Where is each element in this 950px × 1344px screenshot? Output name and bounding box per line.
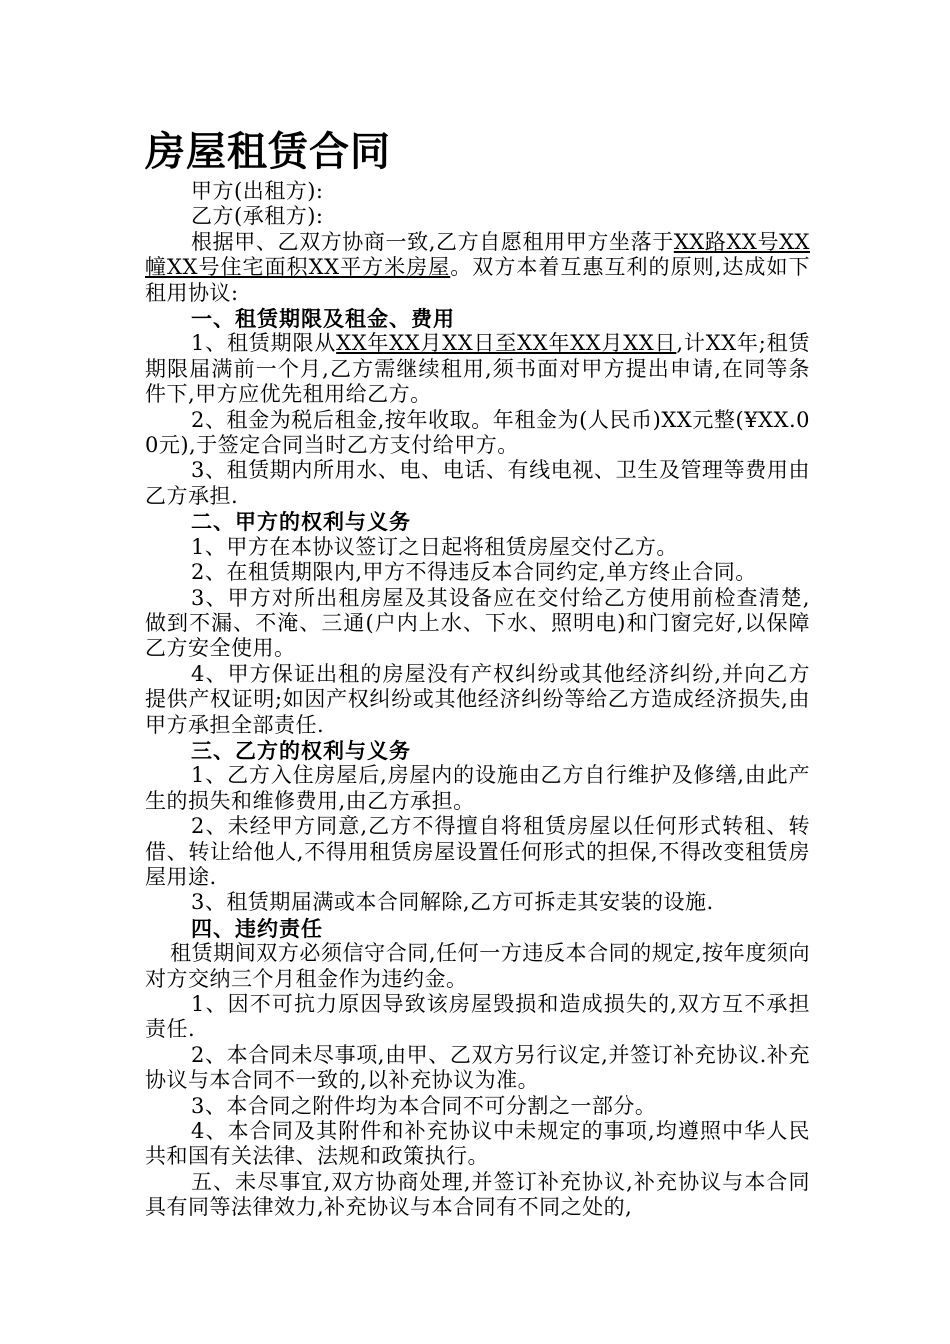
clause-3-2: 2、未经甲方同意,乙方不得擅自将租赁房屋以任何形式转租、转借、转让给他人,不得用租赁房屋设置任何形式的担保,不得改变租赁房屋用途.	[145, 814, 810, 889]
party-a-line: 甲方(出租方):	[191, 179, 324, 203]
section-heading-4: 四、违约责任	[191, 915, 323, 941]
section-heading-2: 二、甲方的权利与义务	[191, 509, 411, 535]
section-heading-1: 一、租赁期限及租金、费用	[191, 306, 455, 332]
lease-term-dates: XX年XX月XX日至XX年XX月XX日	[336, 331, 677, 356]
clause-2-1: 1、甲方在本协议签订之日起将租赁房屋交付乙方。	[191, 534, 678, 559]
clause-1-1	[145, 331, 810, 407]
clause-2-3: 3、甲方对所出租房屋及其设备应在交付给乙方使用前检查清楚,做到不漏、不淹、三通(户内上水、下水、照明电)和门窗完好,以保障乙方安全使用。	[145, 585, 810, 661]
clause-4-1: 1、因不可抗力原因导致该房屋毁损和造成损失的,双方互不承担责任.	[145, 992, 810, 1042]
section-heading-3: 三、乙方的权利与义务	[191, 737, 411, 763]
clause-4-intro: 租赁期间双方必须信守合同,任何一方违反本合同的规定,按年度须向对方交纳三个月租金作为违约金。	[145, 941, 810, 991]
intro-paragraph	[145, 230, 810, 306]
clause-3-3: 3、租赁期届满或本合同解除,乙方可拆走其安装的设施.	[191, 890, 714, 915]
document-title: 房屋租赁合同	[145, 129, 391, 175]
clause-4-4: 4、本合同及其附件和补充协议中未规定的事项,均遵照中华人民共和国有关法律、法规和政策执行。	[145, 1119, 810, 1169]
party-b-line: 乙方(承租方):	[191, 204, 324, 229]
clause-2-4: 4、甲方保证出租的房屋没有产权纠纷或其他经济纠纷,并向乙方提供产权证明;如因产权纠纷或其他经济纠纷等给乙方造成经济损失,由甲方承担全部责任.	[145, 661, 810, 737]
clause-3-1: 1、乙方入住房屋后,房屋内的设施由乙方自行维护及修缮,由此产生的损失和维修费用,由乙方承担。	[145, 763, 810, 813]
clause-1-1-post: ,计XX年;租赁期限届满前一个月,乙方需继续租用,须书面对甲方提出申请,在同等条件下,甲方应优先租用给乙方。	[145, 331, 810, 407]
clause-1-1-pre: 1、租赁期限从	[191, 331, 337, 356]
property-address: XX路XX号XX幢XX号住宅面积XX平方米房屋	[145, 229, 810, 280]
clause-5: 五、未尽事宜,双方协商处理,并签订补充协议,补充协议与本合同具有同等法律效力,补充协议与本合同有不同之处的,	[145, 1169, 810, 1220]
document-page	[145, 125, 810, 1221]
intro-pre: 根据甲、乙双方协商一致,乙方自愿租用甲方坐落于	[191, 229, 674, 254]
clause-4-2: 2、本合同未尽事项,由甲、乙双方另行议定,并签订补充协议.补充协议与本合同不一致的,以补充协议为准。	[145, 1042, 810, 1093]
intro-post: 。双方本着互惠互利的原则,达成如下租用协议:	[145, 255, 810, 305]
clause-4-3: 3、本合同之附件均为本合同不可分割之一部分。	[191, 1093, 657, 1118]
clause-2-2: 2、在租赁期限内,甲方不得违反本合同约定,单方终止合同。	[191, 560, 757, 585]
clause-1-3: 3、租赁期内所用水、电、电话、有线电视、卫生及管理等费用由乙方承担.	[145, 458, 810, 508]
clause-1-2: 2、租金为税后租金,按年收取。年租金为(人民币)XX元整(¥XX.00元),于签定合同当时乙方支付给甲方。	[145, 407, 810, 458]
